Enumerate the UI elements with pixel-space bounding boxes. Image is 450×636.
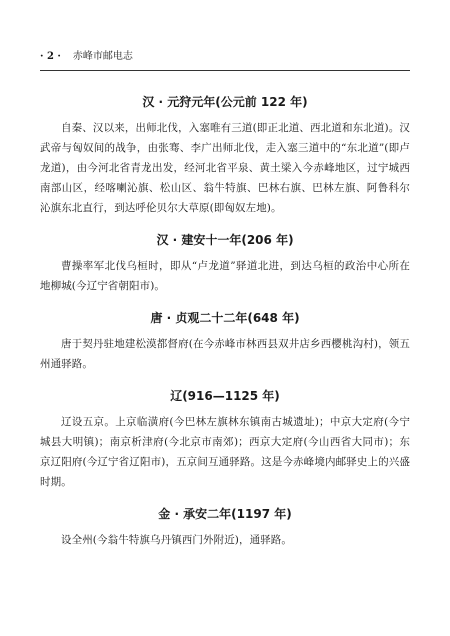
section-heading: 辽(916—1125 年) [170,389,280,403]
header-rule [40,70,410,71]
section-tang-zhenguan [40,308,410,374]
section-body: 自秦、汉以来，出师北伐，入塞唯有三道(即正北道、西北道和东北道)。汉武帝与匈奴间的战争，由张骞、李广出师北伐，走入塞三道中的“东北道”(即卢龙道)，由今河北省青龙出发，经河北省平泉、黄土梁入今赤峰地区，过宁城西南部山区，经喀喇沁旗、松山区、翁牛特旗、巴林右旗、巴林左旗、阿鲁科尔沁旗东北直行，到达呼伦贝尔大草原(即匈奴左地)。 [40,122,410,214]
section-han-jianan [40,230,410,296]
section-heading: 汉 · 建安十一年(206 年) [156,233,294,247]
section-liao [40,386,410,492]
section-han-yuanshou [40,92,410,218]
section-body: 唐于契丹驻地建松漠都督府(在今赤峰市林西县双井店乡西樱桃沟村)，领五州通驿路。 [40,338,410,370]
section-heading: 汉 · 元狩元年(公元前 122 年) [142,95,308,109]
section-body: 曹操率军北伐乌桓时，即从“卢龙道”驿道北进，到达乌桓的政治中心所在地柳城(今辽宁省朝阳市)。 [40,260,410,292]
running-header [40,46,410,68]
section-body: 辽设五京。上京临潢府(今巴林左旗林东镇南古城遗址)；中京大定府(今宁城县大明镇)；南京析津府(今北京市南郊)；西京大定府(今山西省大同市)；东京辽阳府(今辽宁省辽阳市)，五京间互通驿路。这是今赤峰境内邮驿史上的兴盛时期。 [40,416,410,488]
page-content [40,92,410,562]
section-body: 设全州(今翁牛特旗乌丹镇西门外附近)，通驿路。 [61,534,292,546]
page-number: · 2 · [40,51,61,62]
section-heading: 唐 · 贞观二十二年(648 年) [150,311,300,325]
section-heading: 金 · 承安二年(1197 年) [158,507,292,521]
section-jin-chengan [40,504,410,550]
book-title: 赤峰市邮电志 [72,51,133,62]
